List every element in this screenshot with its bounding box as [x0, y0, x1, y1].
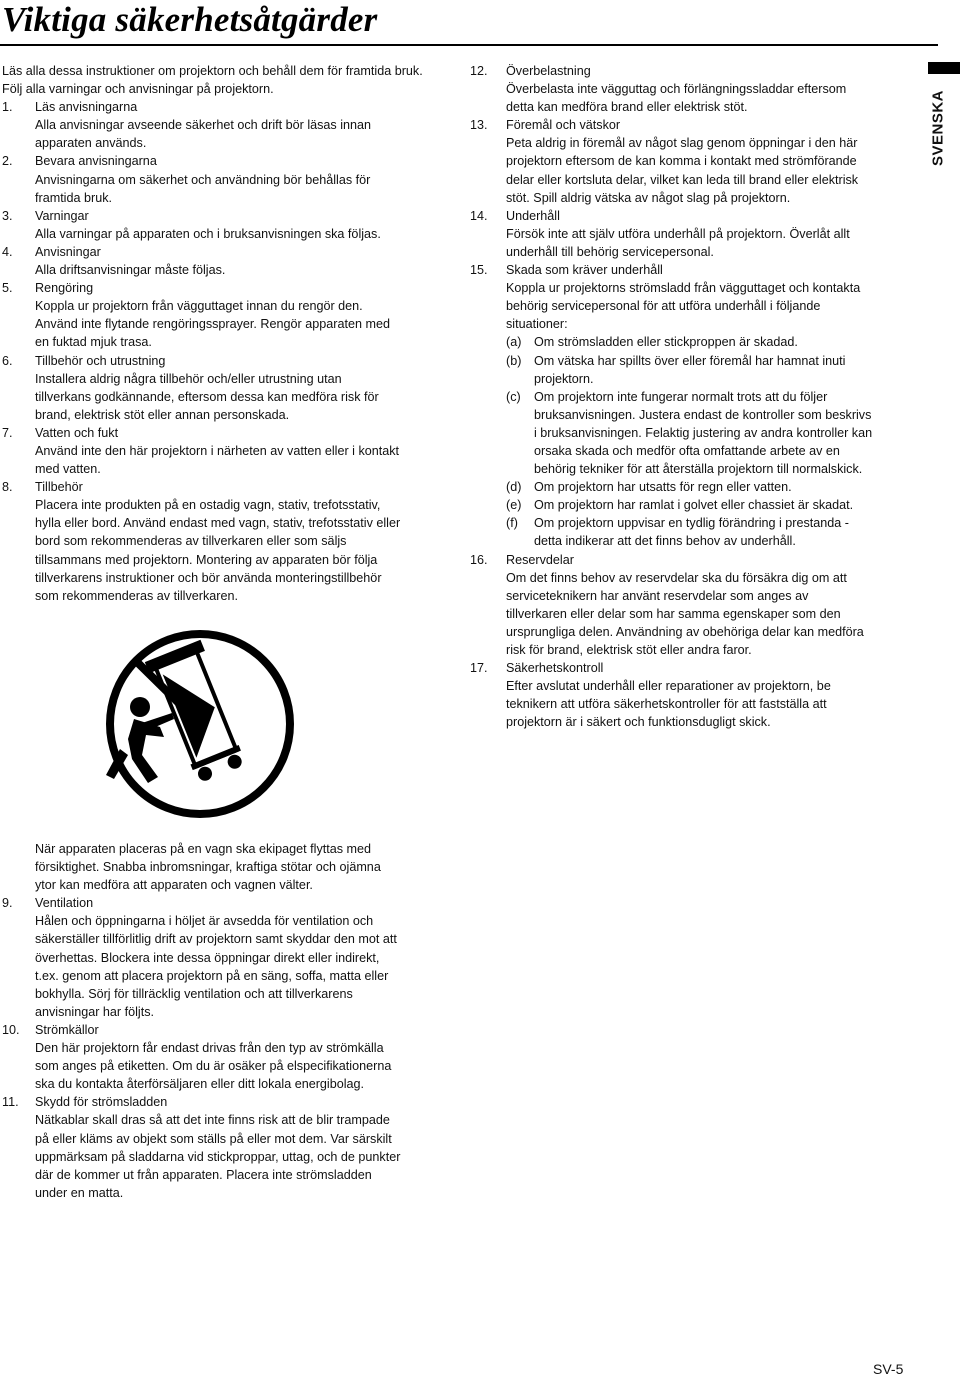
list-item-title: Anvisningar: [35, 244, 101, 259]
sub-item: [470, 352, 914, 388]
list-item: [2, 243, 442, 279]
list-item-line: uppmärksam på sladdarna vid stickproppar, uttag, och de punkter: [35, 1149, 401, 1164]
sub-item-letter: (a): [506, 335, 522, 350]
list-item-title: Föremål och vätskor: [506, 118, 621, 133]
list-item-title: Tillbehör och utrustning: [35, 353, 166, 368]
cart-tip-over-icon: [106, 634, 290, 814]
list-item-number: 11.: [2, 1095, 19, 1110]
sub-item-line: detta indikerar att det finns behov av underhåll.: [534, 534, 796, 549]
list-item-number: 5.: [2, 281, 13, 296]
left-bottom-items-list: [2, 894, 442, 1202]
list-item-line: projektorn eftersom de kan komma i kontakt med strömförande: [506, 154, 857, 169]
list-item-line: delar eller kortsluta delar, vilket kan leda till brand eller elektrisk: [506, 172, 859, 187]
list-item-heading: [2, 152, 442, 170]
cart-warning-text: [2, 840, 442, 894]
sub-item-line: Om strömsladden eller stickproppen är skadad.: [534, 335, 798, 350]
list-item-title: Underhåll: [506, 208, 560, 223]
list-item-title: Bevara anvisningarna: [35, 154, 157, 169]
list-item-title: Ventilation: [35, 896, 94, 911]
list-item-line: säkerställer tillförlitlig drift av projektorn samt skyddar den mot att: [35, 932, 397, 947]
list-item-line: på eller kläms av objekt som ställs på eller mot dem. Var särskilt: [35, 1131, 392, 1146]
list-item: [2, 894, 442, 1021]
list-item-line: apparaten används.: [35, 136, 147, 151]
list-item: [2, 207, 442, 243]
list-item-line: Placera inte produkten på en ostadig vagn, stativ, trefotsstativ,: [35, 498, 381, 513]
list-item-line: Alla varningar på apparaten och i bruksanvisningen ska följas.: [35, 226, 381, 241]
list-item: [2, 478, 442, 605]
list-item: [2, 152, 442, 206]
list-item-line: anvisningar har följts.: [35, 1004, 155, 1019]
list-item-title: Överbelastning: [506, 64, 591, 78]
list-item-line: Peta aldrig in föremål av något slag genom öppningar i den här: [506, 136, 858, 151]
list-item-line: Installera aldrig några tillbehör och/eller utrustning utan: [35, 371, 342, 386]
list-item-line: Använd inte den här projektorn i närheten av vatten eller i kontakt: [35, 443, 400, 458]
list-item-number: 14.: [470, 208, 488, 223]
list-item-number: 3.: [2, 208, 13, 223]
list-item-number: 12.: [470, 64, 488, 78]
list-item-line: bord som rekommenderas av tillverkaren eller som säljs: [35, 534, 347, 549]
list-item-heading: [2, 279, 442, 297]
cart-warning-figure: [42, 627, 358, 821]
list-item-heading: [470, 207, 914, 225]
list-item-line: t.ex. genom att placera projektorn på en säng, soffa, matta eller: [35, 968, 389, 983]
list-item-number: 6.: [2, 353, 13, 368]
list-item: [470, 261, 914, 333]
list-item-title: Reservdelar: [506, 552, 574, 567]
left-column: [2, 62, 442, 605]
list-item-line: tillsammans med projektorn. Montering av apparaten bör följa: [35, 552, 378, 567]
list-item-line: Koppla ur projektorn från vägguttaget innan du rengör den.: [35, 299, 363, 314]
list-item-line: där de kommer ut från apparaten. Placera inte strömsladden: [35, 1167, 372, 1182]
sub-item-line: Om projektorn har utsatts för regn eller vatten.: [534, 480, 792, 495]
list-item-line: teknikern att utföra säkerhetskontroller för att fastställa att: [506, 697, 827, 712]
list-item-line: framtida bruk.: [35, 190, 112, 205]
list-item-number: 2.: [2, 154, 13, 169]
list-item-number: 13.: [470, 118, 488, 133]
list-item-line: tillverkans godkännande, eftersom dessa kan medföra risk för: [35, 389, 379, 404]
list-item-number: 7.: [2, 425, 13, 440]
list-item-title: Skada som kräver underhåll: [506, 263, 663, 278]
list-item-line: hylla eller bord. Använd endast med vagn, stativ, trefotsstativ eller: [35, 516, 401, 531]
list-item-line: med vatten.: [35, 462, 101, 477]
list-item-heading: [2, 207, 442, 225]
list-item-line: ska du kontakta återförsäljaren eller ditt lokala energibolag.: [35, 1077, 365, 1092]
sub-item-letter: (e): [506, 498, 522, 513]
sub-item-line: behörig tekniker för att återställa projektorn till normalskick.: [534, 462, 863, 477]
sub-items-list: [470, 333, 914, 550]
list-item-line: Nätkablar skall dras så att det inte finns risk att de blir trampade: [35, 1113, 390, 1128]
list-item-heading: [2, 243, 442, 261]
list-item-line: Använd inte flytande rengöringssprayer. Rengör apparaten med: [35, 317, 390, 332]
sub-item-line: Om projektorn inte fungerar normalt trots att du följer: [534, 389, 828, 404]
list-item-title: Vatten och fukt: [35, 425, 119, 440]
list-item-line: Försök inte att själv utföra underhåll på projektorn. Överlåt allt: [506, 226, 850, 241]
list-item-heading: [2, 1093, 442, 1111]
list-item-heading: [470, 261, 914, 279]
list-item-heading: [2, 352, 442, 370]
sub-item-line: bruksanvisningen. Justera endast de kontroller som beskrivs: [534, 407, 872, 422]
sub-item-line: Om projektorn uppvisar en tydlig förändring i prestanda -: [534, 516, 850, 531]
list-item-line: tillverkaren eller delar som har samma egenskaper som den: [506, 606, 841, 621]
list-item-title: Läs anvisningarna: [35, 100, 138, 115]
list-item: [470, 116, 914, 206]
list-item-line: serviceteknikern har använt reservdelar som anges av: [506, 588, 809, 603]
list-item-line: projektorn är i säkert och funktionsdugligt skick.: [506, 715, 771, 730]
list-item-title: Skydd för strömsladden: [35, 1095, 168, 1110]
right-items-list-2: [470, 551, 914, 732]
list-item-title: Tillbehör: [35, 480, 83, 495]
list-item-heading: [470, 659, 914, 677]
list-item-number: 8.: [2, 480, 13, 495]
list-item-title: Strömkällor: [35, 1022, 99, 1037]
list-item-line: risk för brand, elektrisk stöt eller andra faror.: [506, 643, 752, 657]
list-item-number: 17.: [470, 661, 488, 676]
side-tab-bar: [928, 62, 960, 74]
list-item-number: 4.: [2, 244, 13, 259]
list-item-line: Anvisningarna om säkerhet och användning bör behållas för: [35, 172, 371, 187]
cart-warning-line: ytor kan medföra att apparaten och vagnen välter.: [35, 878, 313, 893]
intro-text: Läs alla dessa instruktioner om projektorn och behåll dem för framtida bruk. Följ alla varningar och anvisningar på projektorn.: [2, 64, 423, 97]
list-item-heading: [470, 551, 914, 569]
list-item: [2, 424, 442, 478]
list-item-line: Hålen och öppningarna i höljet är avsedda för ventilation och: [35, 914, 374, 929]
sub-item: [470, 478, 914, 496]
right-column: [470, 62, 914, 731]
list-item-line: Överbelasta inte vägguttag och förlängningssladdar eftersom: [506, 82, 847, 97]
list-item: [470, 551, 914, 660]
list-item-title: Säkerhetskontroll: [506, 661, 604, 676]
list-item: [2, 279, 442, 351]
list-item-line: Efter avslutat underhåll eller reparationer av projektorn, be: [506, 679, 831, 694]
list-item-line: ursprungliga delen. Användning av obehöriga delar kan medföra: [506, 624, 864, 639]
right-items-list: [470, 62, 914, 333]
title-rule: [0, 44, 938, 46]
list-item: [2, 1021, 442, 1093]
list-item-number: 16.: [470, 552, 488, 567]
list-item: [2, 1093, 442, 1202]
left-bottom-column: [2, 840, 442, 1202]
cart-warning-line: När apparaten placeras på en vagn ska ekipaget flyttas med: [35, 842, 372, 856]
list-item-line: Alla driftsanvisningar måste följas.: [35, 263, 226, 278]
sub-item-line: orsaka skada och medför ofta omfattande arbete av en: [534, 443, 840, 458]
list-item-number: 1.: [2, 100, 13, 115]
list-item-line: en fuktad mjuk trasa.: [35, 335, 152, 350]
list-item-heading: [2, 1021, 442, 1039]
list-item-line: tillverkarens instruktioner och bör använda monteringstillbehör: [35, 570, 382, 585]
sub-item-line: projektorn.: [534, 371, 594, 386]
list-item-line: Om det finns behov av reservdelar ska du försäkra dig om att: [506, 570, 847, 585]
list-item-line: bokhylla. Sörj för tillräcklig ventilation och att tillverkarens: [35, 986, 353, 1001]
sub-item: [470, 388, 914, 478]
list-item-line: överhettas. Blockera inte dessa öppningar direkt eller indirekt,: [35, 950, 380, 965]
list-item-line: situationer:: [506, 317, 568, 332]
list-item-title: Rengöring: [35, 281, 94, 296]
list-item: [2, 98, 442, 152]
list-item: [2, 352, 442, 424]
left-items-list: [2, 98, 442, 605]
list-item-line: som rekommenderas av tillverkaren.: [35, 588, 238, 603]
list-item-heading: [470, 116, 914, 134]
cart-warning-line: försiktighet. Snabba inbromsningar, kraftiga stötar och ojämna: [35, 860, 381, 875]
list-item-heading: [2, 478, 442, 496]
list-item-number: 15.: [470, 263, 488, 278]
list-item-line: Alla anvisningar avseende säkerhet och drift bör läsas innan: [35, 118, 372, 133]
list-item-line: Koppla ur projektorns strömsladd från vägguttaget och kontakta: [506, 281, 861, 296]
page-number: SV-5: [873, 1361, 904, 1377]
list-item-heading: [2, 894, 442, 912]
sub-item-letter: (b): [506, 353, 522, 368]
list-item: [470, 659, 914, 731]
language-tab: SVENSKA: [929, 89, 947, 167]
list-item-number: 9.: [2, 896, 13, 911]
list-item-heading: [2, 98, 442, 116]
list-item-line: brand, elektrisk stöt eller annan personskada.: [35, 407, 290, 422]
sub-item-letter: (c): [506, 389, 521, 404]
list-item-line: som anges på etiketten. Om du är osäker på elspecifikationerna: [35, 1059, 392, 1074]
list-item-line: behörig servicepersonal för att utföra underhåll i följande: [506, 299, 821, 314]
sub-item-letter: (f): [506, 516, 518, 531]
list-item-line: stöt. Spill aldrig vätska av något slag på projektorn.: [506, 190, 791, 205]
sub-item: [470, 496, 914, 514]
list-item-line: detta kan medföra brand eller elektrisk stöt.: [506, 100, 748, 115]
list-item-line: underhåll till behörig servicepersonal.: [506, 244, 714, 259]
sub-item-line: i bruksanvisningen. Felaktig justering av andra kontroller kan: [534, 425, 873, 440]
list-item-title: Varningar: [35, 208, 89, 223]
sub-item-letter: (d): [506, 480, 522, 495]
sub-item-line: Om projektorn har ramlat i golvet eller chassiet är skadat.: [534, 498, 854, 513]
sub-item: [470, 333, 914, 351]
list-item-heading: [470, 62, 914, 80]
list-item-line: under en matta.: [35, 1185, 124, 1200]
page-title: Viktiga säkerhetsåtgärder: [2, 0, 378, 39]
list-item-heading: [2, 424, 442, 442]
list-item-number: 10.: [2, 1022, 20, 1037]
list-item: [470, 62, 914, 116]
sub-item: [470, 514, 914, 550]
sub-item-line: Om vätska har spillts över eller föremål har hamnat inuti: [534, 353, 846, 368]
list-item-line: Den här projektorn får endast drivas från den typ av strömkälla: [35, 1041, 384, 1056]
list-item: [470, 207, 914, 261]
